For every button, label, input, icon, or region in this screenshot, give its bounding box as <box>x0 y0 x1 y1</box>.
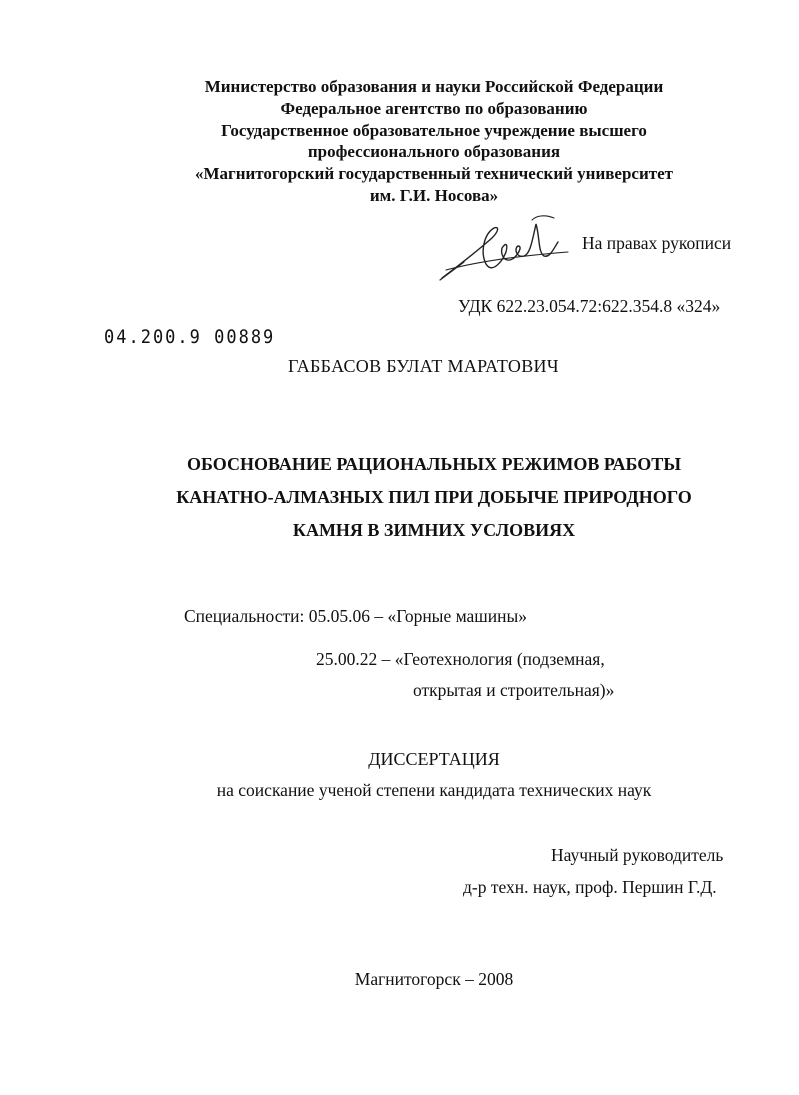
institution-header <box>0 76 799 207</box>
registration-stamp: 04.200.9 00889 <box>104 326 276 349</box>
city-year: Магнитогорск – 2008 <box>354 969 514 989</box>
header-line-education: профессионального образования <box>307 142 561 162</box>
header-line-named-after: им. Г.И. Носова» <box>369 185 499 205</box>
udk-code: УДК 622.23.054.72:622.354.8 «324» <box>458 296 721 316</box>
title-line-3: КАМНЯ В ЗИМНИХ УСЛОВИЯХ <box>292 520 576 540</box>
handwritten-signature <box>436 212 576 284</box>
author-name: ГАББАСОВ БУЛАТ МАРАТОВИЧ <box>288 356 559 376</box>
header-line-university: «Магнитогорский государственный технический университет <box>194 164 674 184</box>
dissertation-title <box>0 448 799 547</box>
document-type: ДИССЕРТАЦИЯ <box>368 749 500 769</box>
header-line-agency: Федеральное агентство по образованию <box>280 98 588 118</box>
manuscript-rights-note: На правах рукописи <box>582 233 732 253</box>
title-line-1: ОБОСНОВАНИЕ РАЦИОНАЛЬНЫХ РЕЖИМОВ РАБОТЫ <box>186 454 681 474</box>
degree-statement: на соискание ученой степени кандидата технических наук <box>216 780 652 800</box>
header-line-ministry: Министерство образования и науки Российской Федерации <box>204 77 664 96</box>
title-line-2: КАНАТНО-АЛМАЗНЫХ ПИЛ ПРИ ДОБЫЧЕ ПРИРОДНОГО <box>176 487 692 507</box>
supervisor-name: д-р техн. наук, проф. Першин Г.Д. <box>463 877 717 897</box>
specialty-line-3: открытая и строительная)» <box>413 680 615 700</box>
specialty-line-1: Специальности: 05.05.06 – «Горные машины» <box>184 606 528 626</box>
specialty-line-2: 25.00.22 – «Геотехнология (подземная, <box>316 649 605 669</box>
supervisor-label: Научный руководитель <box>551 845 724 865</box>
header-line-institution: Государственное образовательное учреждение высшего <box>221 120 647 140</box>
